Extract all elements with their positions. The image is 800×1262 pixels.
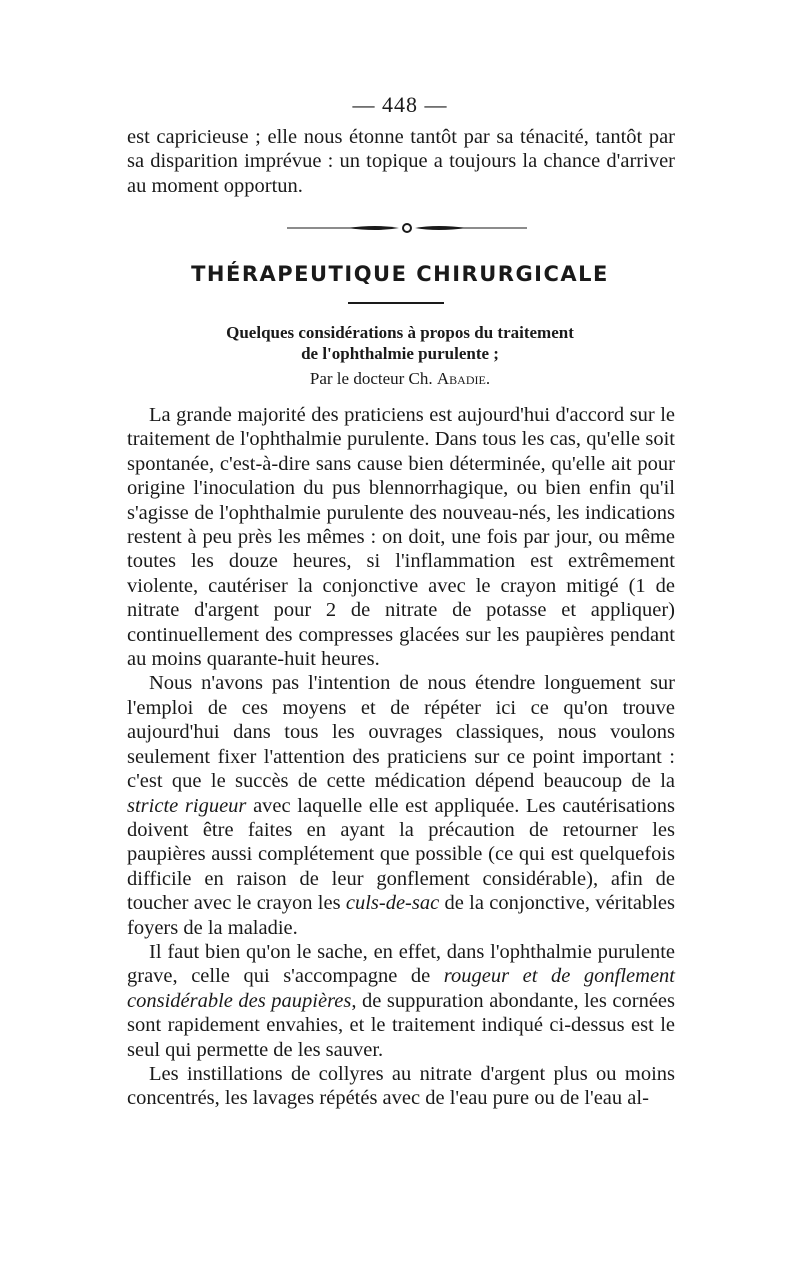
paragraph-2-emphasis-2: culs-de-sac (345, 892, 440, 915)
article-title-line-1: Quelques considérations à propos du traitement (226, 323, 574, 342)
section-heading: THÉRAPEUTIQUE CHIRURGICALE (191, 262, 609, 286)
byline-prefix: Par le docteur Ch. (309, 369, 437, 388)
paragraph-3-text-a: Il faut bien qu'on le sache, en effet, dans l'ophthalmie purulente grave, celle qui s'accompagne de (127, 940, 675, 988)
byline-author: Abadie (436, 369, 486, 388)
article-title (0, 322, 800, 364)
paragraph-3-emphasis: rougeur et de gonflement considérable des paupières (127, 965, 675, 1012)
byline-suffix: . (485, 369, 491, 388)
intro-text: est capricieuse ; elle nous étonne tantôt par sa ténacité, tantôt par sa disparition imprévue : un topique a toujours la chance d'arriver au moment opportun. (127, 126, 675, 197)
page-number: — 448 — (352, 92, 448, 117)
paragraph-2-text-a: Nous n'avons pas l'intention de nous étendre longuement sur l'emploi de ces moyens et de répéter ici ce qu'on trouve aujourd'hui dans tous les ouvrages classiques, nous voulons seulement fixer l'attention des praticiens sur ce point important : c'est que le succès de cette médication dépend beaucoup de la (127, 672, 675, 793)
intro-paragraph (127, 125, 675, 198)
paragraph-2-emphasis-1: stricte rigueur (127, 794, 247, 817)
paragraph-2-text-c: de la conjonctive, véritables foyers de la maladie. (127, 892, 676, 939)
heading-rule (348, 302, 444, 304)
paragraph-3 (127, 940, 675, 1062)
ornament-divider (287, 218, 527, 238)
paragraph-2-text-b: avec laquelle elle est appliquée. Les cautérisations doivent être faites en ayant la précaution de retourner les paupières aussi complétement que possible (ce qui est quelquefois difficile en raison de leur gonflement considérable), afin de toucher avec le crayon les (127, 794, 675, 915)
article-title-line-2: de l'ophthalmie purulente ; (301, 344, 499, 363)
paragraph-3-text-b: , de suppuration abondante, les cornées sont rapidement envahies, et le traitement indiqué ci-dessus est le seul qui permette de les sauver. (127, 989, 675, 1061)
byline (0, 369, 800, 389)
paragraph-4: Les instillations de collyres au nitrate d'argent plus ou moins concentrés, les lavages répétés avec de l'eau pure ou de l'eau al- (127, 1062, 675, 1110)
paragraph-2 (127, 671, 675, 939)
paragraph-1: La grande majorité des praticiens est aujourd'hui d'accord sur le traitement de l'ophthalmie purulente. Dans tous les cas, qu'elle soit spontanée, c'est-à-dire sans cause bien déterminée, qu'elle ait pour origine l'inoculation du pus blennorrhagique, ou bien enfin qu'il s'agisse de l'ophthalmie purulente des nouveau-nés, les indications restent à peu près les mêmes : on doit, une fois par jour, ou même toutes les douze heures, si l'inflammation est extrêmement violente, cautériser la conjonctive avec le crayon mitigé (1 de nitrate d'argent pour 2 de nitrate de potasse et appliquer) continuellement des compresses glacées sur les paupières pendant au moins quarante-huit heures. (127, 404, 675, 671)
article-body (127, 403, 675, 1111)
